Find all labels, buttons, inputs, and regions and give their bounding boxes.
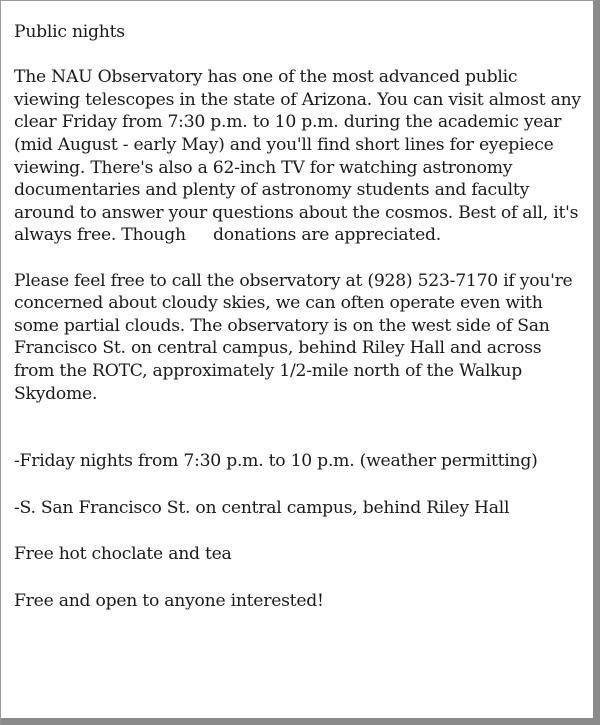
detail-refreshments: Free hot choclate and tea	[14, 544, 232, 565]
contact-paragraph: Please feel free to call the observatory at (928) 523-7170 if you're concerned about cloudy skies, we can often operate even with some partial clouds. The observatory is on the west side of San Francisco St. on central campus, behind Riley Hall and across from the ROTC, approximately 1/2-mile north of the Walkup Skydome.	[14, 270, 573, 404]
page-title: Public nights	[14, 22, 125, 42]
detail-admission: Free and open to anyone interested!	[14, 590, 324, 611]
intro-paragraph	[14, 66, 586, 247]
detail-location: -S. San Francisco St. on central campus, behind Riley Hall	[14, 497, 510, 518]
intro-paragraph-end: donations are appreciated.	[213, 225, 441, 246]
intro-paragraph-text: The NAU Observatory has one of the most advanced public viewing telescopes in the state of Arizona. You can visit almost any clear Friday from 7:30 p.m. to 10 p.m. during the academic year (mid August - early May) and you'll find short lines for eyepiece viewing. There's also a 62-inch TV for watching astronomy documentaries and plenty of astronomy students and faculty around to answer your questions about the cosmos. Best of all, it's always free. Though	[14, 67, 581, 246]
document-body	[14, 21, 586, 636]
detail-time: -Friday nights from 7:30 p.m. to 10 p.m. (weather permitting)	[14, 451, 538, 472]
